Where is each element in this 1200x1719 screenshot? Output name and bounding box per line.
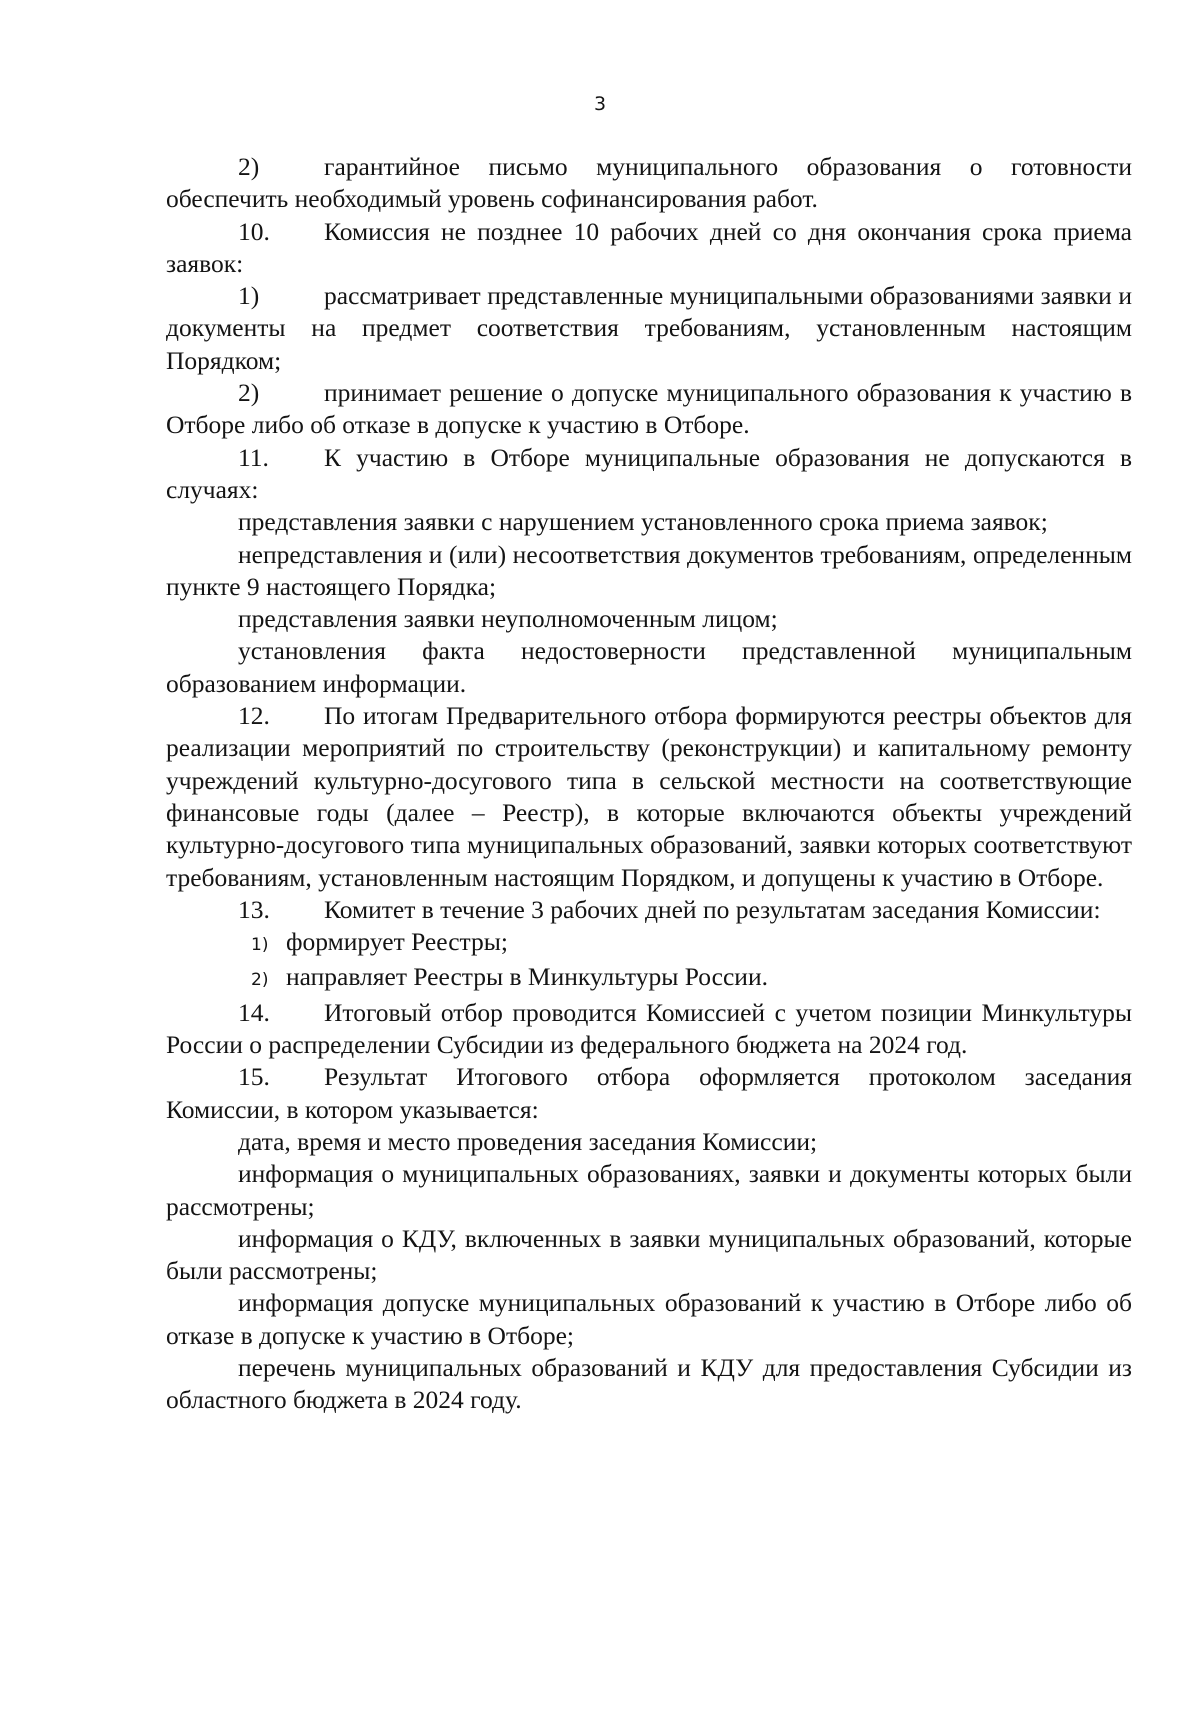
- item-number: 1): [251, 935, 269, 956]
- item-number: 2): [251, 970, 269, 991]
- list-item: [166, 280, 1132, 377]
- paragraph-number: 15.: [238, 1062, 270, 1092]
- item-number: 2): [238, 378, 260, 408]
- numbered-paragraph: [166, 700, 1132, 894]
- item-number: 1): [238, 281, 260, 311]
- case-item: установления факта недостоверности представленной муниципальным образованием информации.: [166, 636, 1132, 698]
- numbered-paragraph: [166, 442, 1132, 507]
- item-text: принимает решение о допуске муниципального образования к участию в Отборе либо об отказе в допуске к участию в Отборе.: [166, 378, 1132, 440]
- paragraph-text: Комитет в течение 3 рабочих дней по результатам заседания Комиссии:: [324, 894, 1101, 924]
- protocol-item: информация допуске муниципальных образований к участию в Отборе либо об отказе в допуске к участию в Отборе;: [166, 1288, 1132, 1350]
- numbered-paragraph: [166, 216, 1132, 281]
- numbered-paragraph: [166, 997, 1132, 1062]
- protocol-item: информация о КДУ, включенных в заявки муниципальных образований, которые были рассмотрены;: [166, 1223, 1132, 1286]
- item-text: гарантийное письмо муниципального образования о готовности обеспечить необходимый уровень софинансирования работ.: [166, 152, 1132, 214]
- paragraph-text: Результат Итогового отбора оформляется протоколом заседания Комиссии, в котором указывается:: [166, 1062, 1132, 1124]
- paragraph-number: 10.: [238, 216, 270, 246]
- case-item: представления заявки с нарушением установленного срока приема заявок;: [238, 507, 1048, 537]
- paragraph-text: К участию в Отборе муниципальные образования не допускаются в случаях:: [166, 442, 1132, 504]
- paragraph-number: 12.: [238, 701, 270, 731]
- paragraph-text: Комиссия не позднее 10 рабочих дней со дня окончания срока приема заявок:: [166, 216, 1132, 278]
- case-item: непредставления и (или) несоответствия документов требованиям, определенным пункте 9 настоящего Порядка;: [166, 539, 1132, 601]
- numbered-paragraph: [166, 1061, 1132, 1126]
- item-text: рассматривает представленные муниципальными образованиями заявки и документы на предмет соответствия требованиям, установленным настоящим Порядком;: [166, 281, 1132, 375]
- list-item: [166, 151, 1132, 216]
- page-number: 3: [593, 93, 607, 115]
- paragraph-number: 11.: [238, 442, 269, 472]
- protocol-item: дата, время и место проведения заседания Комиссии;: [238, 1126, 818, 1156]
- item-text: направляет Реестры в Минкультуры России.: [286, 962, 768, 992]
- protocol-item: информация о муниципальных образованиях, заявки и документы которых были рассмотрены;: [166, 1159, 1132, 1221]
- list-item: [166, 926, 1132, 961]
- paragraph-text: Итоговый отбор проводится Комиссией с учетом позиции Минкультуры России о распределении Субсидии из федерального бюджета на 2024 год.: [166, 997, 1132, 1060]
- item-number: 2): [238, 152, 260, 181]
- list-item: [166, 377, 1132, 442]
- paragraph-text: По итогам Предварительного отбора формируются реестры объектов для реализации мероприятий по строительству (реконструкции) и капитальному ремонту учреждений культурно-досугового типа в сельской местности на соответствующие финансовые годы (далее – Реестр), в которые включаются объекты учреждений культурно-досугового типа муниципальных образований, заявки которых соответствуют требованиям, установленным настоящим Порядком, и допущены к участию в Отборе.: [166, 701, 1132, 892]
- paragraph-number: 13.: [238, 894, 270, 924]
- numbered-paragraph: [166, 894, 1132, 926]
- case-item: представления заявки неуполномоченным лицом;: [238, 604, 778, 634]
- item-text: формирует Реестры;: [286, 927, 508, 957]
- document-body: [166, 151, 1132, 1417]
- paragraph-number: 14.: [238, 997, 270, 1027]
- list-item: [166, 961, 1132, 996]
- protocol-item: перечень муниципальных образований и КДУ для предоставления Субсидии из областного бюджета в 2024 году.: [166, 1352, 1132, 1415]
